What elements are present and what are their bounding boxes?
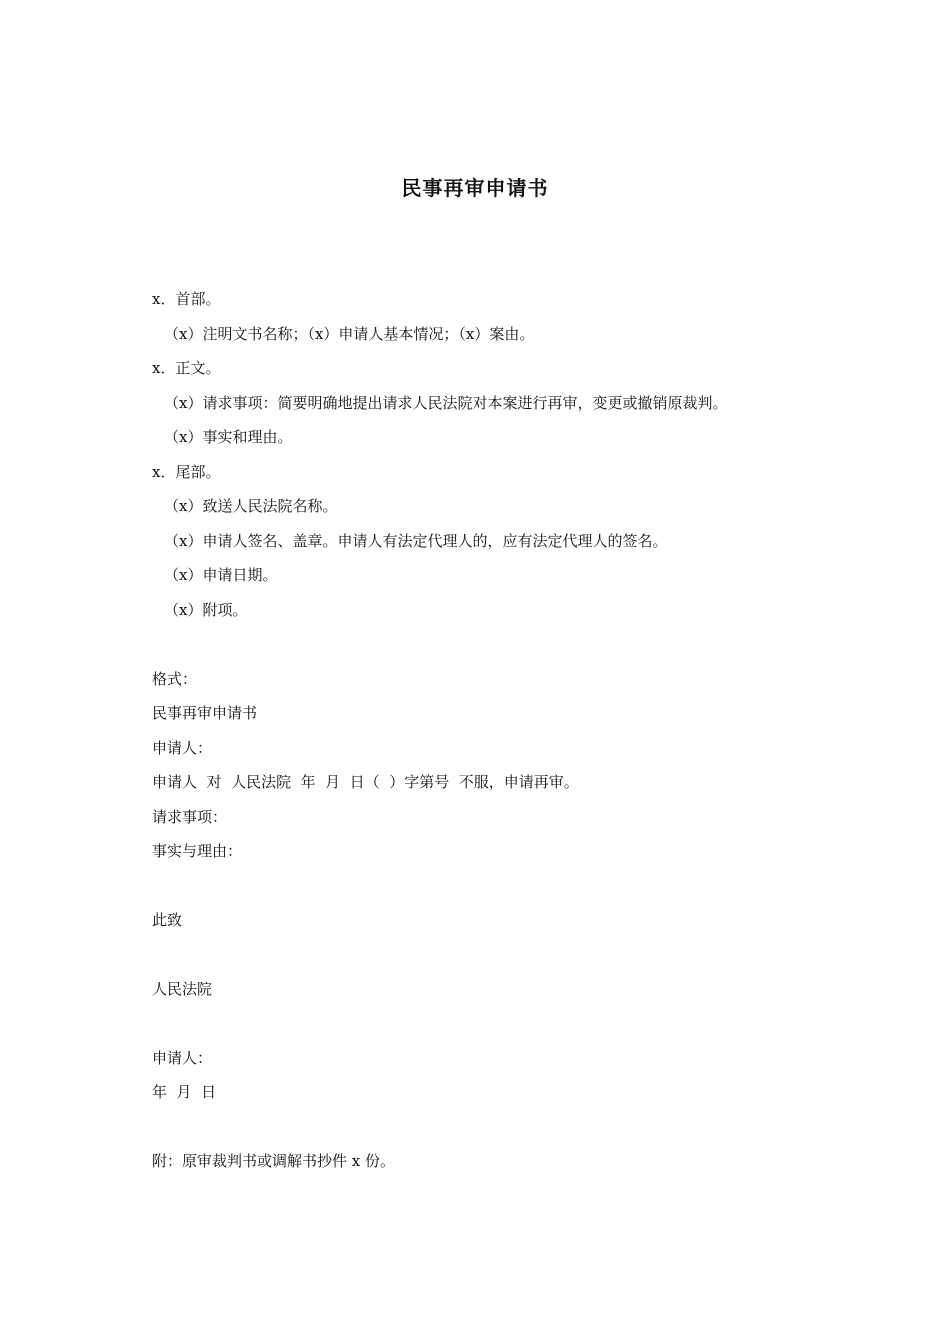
- format-applicant-label: 申请人：: [152, 739, 213, 757]
- outline-footer-signature: （x）申请人签名、盖章。申请人有法定代理人的，应有法定代理人的签名。: [164, 532, 668, 550]
- outline-body-request: （x）请求事项：简要明确地提出请求人民法院对本案进行再审，变更或撤销原裁判。: [164, 394, 728, 412]
- outline-footer-court: （x）致送人民法院名称。: [164, 497, 338, 515]
- outline-footer-attachment: （x）附项。: [164, 601, 248, 619]
- format-doc-name: 民事再审申请书: [152, 704, 258, 722]
- format-court: 人民法院: [152, 980, 213, 998]
- outline-header-items: （x）注明文书名称；（x）申请人基本情况；（x）案由。: [164, 325, 535, 343]
- outline-header-section: x．首部。: [152, 290, 221, 308]
- format-salutation: 此致: [152, 911, 183, 929]
- format-attachment: 附：原审裁判书或调解书抄件 x 份。: [152, 1152, 395, 1170]
- document-title: 民事再审申请书: [401, 176, 549, 200]
- outline-body-facts: （x）事实和理由。: [164, 428, 293, 446]
- format-signature-label: 申请人：: [152, 1049, 213, 1067]
- outline-body-section: x．正文。: [152, 359, 221, 377]
- outline-footer-date: （x）申请日期。: [164, 566, 278, 584]
- format-label: 格式：: [152, 670, 198, 688]
- format-statement: 申请人 对 人民法院 年 月 日（ ）字第号 不服，申请再审。: [152, 773, 579, 791]
- format-facts-label: 事实与理由：: [152, 842, 243, 860]
- format-date-line: 年 月 日: [152, 1083, 217, 1101]
- outline-footer-section: x．尾部。: [152, 463, 221, 481]
- format-request-label: 请求事项：: [152, 808, 228, 826]
